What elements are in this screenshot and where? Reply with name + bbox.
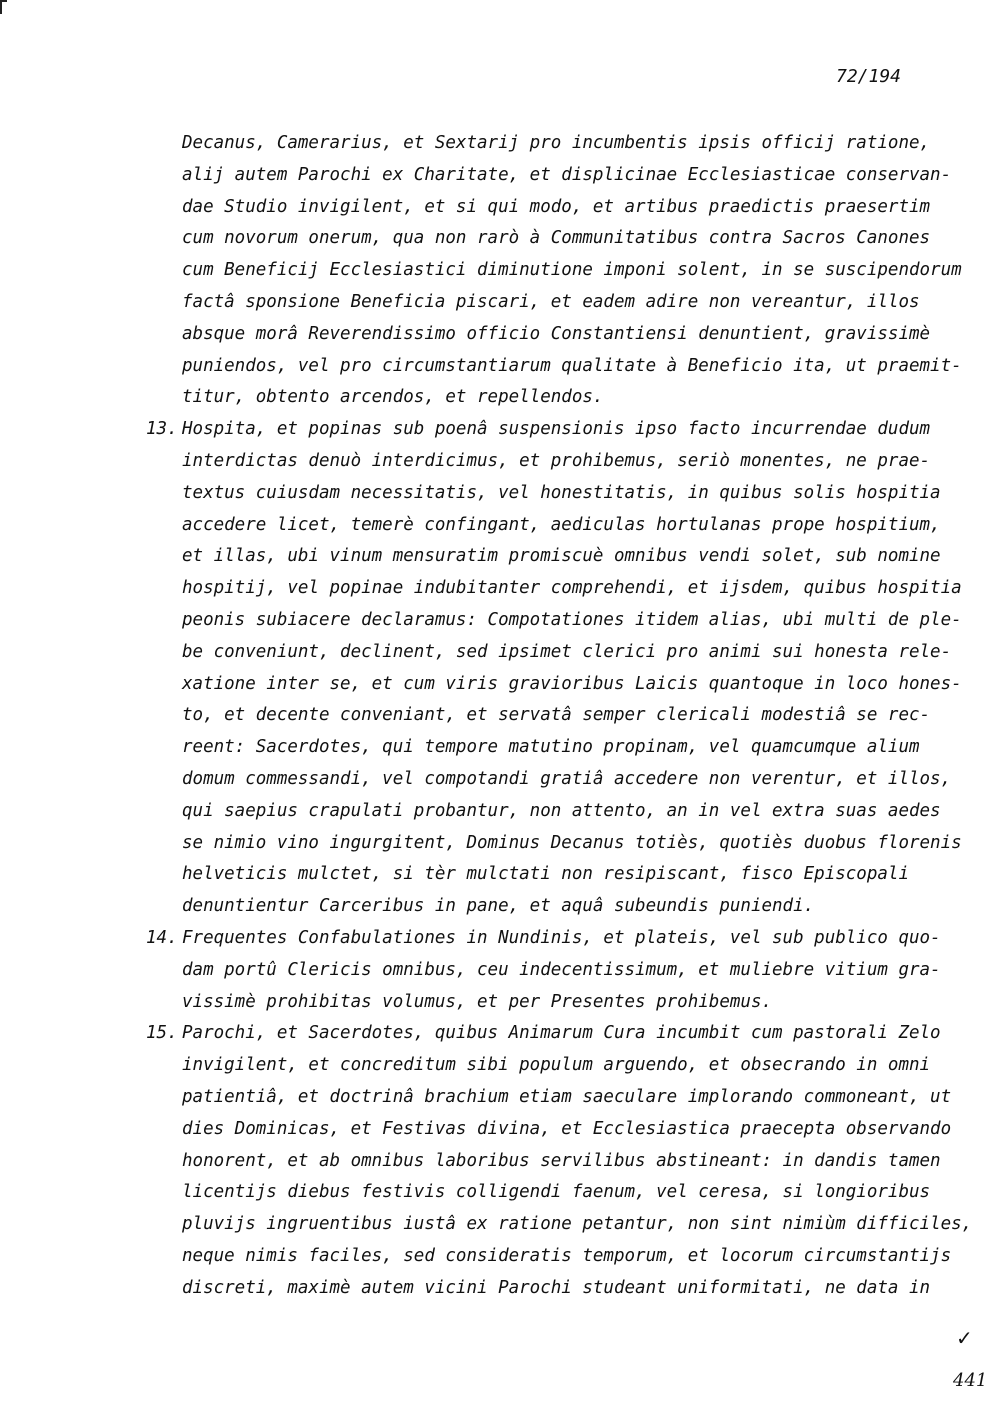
- text-line: peonis subiacere declaramus: Compotationes itidem alias, ubi multi de ple-: [182, 609, 962, 630]
- text-line: se nimio vino ingurgitent, Dominus Decanus totiès, quotiès duobus florenis: [182, 832, 962, 853]
- text-line: discreti, maximè autem vicini Parochi studeant uniformitati, ne data in: [182, 1277, 931, 1298]
- article-number: 13.: [146, 419, 178, 440]
- text-line: domum commessandi, vel compotandi gratiâ accedere non verentur, et illos,: [182, 768, 952, 789]
- page-number: 72/194: [836, 66, 902, 87]
- text-line: dies Dominicas, et Festivas divina, et Ecclesiastica praecepta observando: [182, 1118, 952, 1139]
- text-line: be conveniunt, declinent, sed ipsimet clerici pro animi sui honesta rele-: [182, 641, 952, 662]
- text-line: to, et decente conveniant, et servatâ semper clericali modestiâ se rec-: [182, 705, 931, 726]
- text-line: cum Beneficij Ecclesiastici diminutione imponi solent, in se suscipendorum: [182, 260, 962, 281]
- text-line: absque morâ Reverendissimo officio Constantiensi denuntient, gravissimè: [182, 323, 931, 344]
- text-line: Frequentes Confabulationes in Nundinis, et plateis, vel sub publico quo-: [182, 927, 941, 948]
- text-line: interdictas denuò interdicimus, et prohibemus, seriò monentes, ne prae-: [182, 450, 931, 471]
- text-line: Parochi, et Sacerdotes, quibus Animarum Cura incumbit cum pastorali Zelo: [182, 1023, 941, 1044]
- text-line: textus cuiusdam necessitatis, vel honestitatis, in quibus solis hospitia: [182, 482, 941, 503]
- text-line: denuntientur Carceribus in pane, et aquâ subeundis puniendi.: [182, 896, 815, 917]
- article-13: [146, 414, 962, 923]
- check-mark: ✓: [956, 1326, 973, 1350]
- text-line: puniendos, vel pro circumstantiarum qualitate à Beneficio ita, ut praemit-: [182, 355, 962, 376]
- text-line: pluvijs ingruentibus iustâ ex ratione petantur, non sint nimiùm difficiles,: [182, 1214, 973, 1235]
- text-line: accedere licet, temerè confingant, aediculas hortulanas prope hospitium,: [182, 514, 941, 535]
- text-line: cum novorum onerum, qua non rarò à Communitatibus contra Sacros Canones: [182, 228, 931, 249]
- text-line: dam portû Clericis omnibus, ceu indecentissimum, et muliebre vitium gra-: [182, 959, 941, 980]
- text-line: Hospita, et popinas sub poenâ suspensionis ipso facto incurrendae dudum: [182, 419, 931, 440]
- handwritten-folio-number: 441: [953, 1370, 988, 1391]
- text-line: vissimè prohibitas volumus, et per Presentes prohibemus.: [182, 991, 773, 1012]
- text-line: licentijs diebus festivis colligendi faenum, vel ceresa, si longioribus: [182, 1182, 931, 1203]
- text-line: qui saepius crapulati probantur, non attento, an in vel extra suas aedes: [182, 800, 941, 821]
- text-line: xatione inter se, et cum viris gravioribus Laicis quantoque in loco hones-: [182, 673, 962, 694]
- text-line: alij autem Parochi ex Charitate, et displicinae Ecclesiasticae conservan-: [182, 164, 952, 185]
- intro-paragraph: [182, 128, 962, 414]
- text-line: invigilent, et concreditum sibi populum arguendo, et obsecrando in omni: [182, 1055, 931, 1076]
- article-15: [146, 1018, 973, 1304]
- text-line: reent: Sacerdotes, qui tempore matutino propinam, vel quamcumque alium: [182, 737, 920, 758]
- document-text: [146, 128, 973, 1304]
- scan-corner-mark: [0, 0, 7, 14]
- text-line: et illas, ubi vinum mensuratim promiscuè omnibus vendi solet, sub nomine: [182, 546, 941, 567]
- article-number: 14.: [146, 927, 178, 948]
- text-line: dae Studio invigilent, et si qui modo, et artibus praedictis praesertim: [182, 196, 931, 217]
- text-line: honorent, et ab omnibus laboribus servilibus abstineant: in dandis tamen: [182, 1150, 941, 1171]
- article-number: 15.: [146, 1023, 178, 1044]
- text-line: patientiâ, et doctrinâ brachium etiam saeculare implorando commoneant, ut: [182, 1086, 952, 1107]
- text-line: neque nimis faciles, sed consideratis temporum, et locorum circumstantijs: [182, 1245, 952, 1266]
- text-line: Decanus, Camerarius, et Sextarij pro incumbentis ipsis officij ratione,: [182, 133, 931, 153]
- text-line: hospitij, vel popinae indubitanter comprehendi, et ijsdem, quibus hospitia: [182, 578, 962, 599]
- article-14: [146, 923, 942, 1018]
- text-line: helveticis mulctet, si tèr mulctati non resipiscant, fisco Episcopali: [182, 864, 909, 885]
- text-line: titur, obtento arcendos, et repellendos.: [182, 387, 604, 408]
- text-line: factâ sponsione Beneficia piscari, et eadem adire non vereantur, illos: [182, 291, 920, 312]
